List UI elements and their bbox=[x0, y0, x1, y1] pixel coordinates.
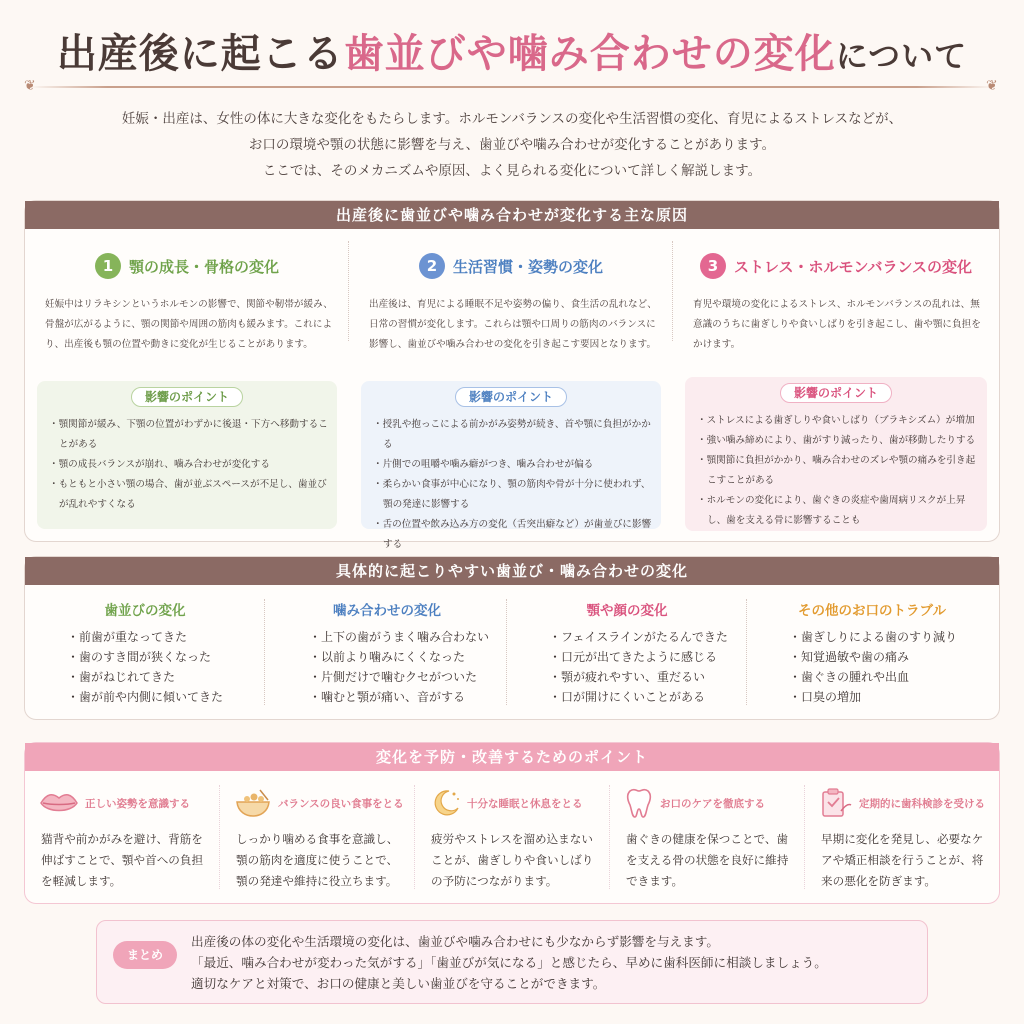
cause-description: 育児や環境の変化によるストレス、ホルモンバランスの乱れは、無意識のうちに歯ぎしりや食いしばりを引き起こし、歯や顎に負担をかけます。 bbox=[693, 299, 981, 350]
title-part-1: 出産後に起こる bbox=[56, 31, 344, 77]
tips-heading: 変化を予防・改善するためのポイント bbox=[25, 743, 999, 771]
cause-card-3 bbox=[673, 229, 999, 541]
change-column-teeth bbox=[25, 585, 265, 719]
change-item: ・ 口臭の増加 bbox=[789, 687, 997, 707]
change-column-jaw-face bbox=[507, 585, 747, 719]
tip-title: 正しい姿勢を意識する bbox=[85, 797, 190, 810]
tip-title: 十分な睡眠と休息をとる bbox=[467, 797, 583, 810]
meal-bowl-icon bbox=[234, 788, 272, 818]
tip-checkup bbox=[805, 771, 999, 903]
change-item: ・ 口が開けにくいことがある bbox=[549, 687, 747, 707]
title-divider bbox=[24, 78, 998, 94]
tip-text: 早期に変化を発見し、必要なケアや矯正相談を行うことが、将来の悪化を防ぎます。 bbox=[821, 832, 984, 888]
summary-box bbox=[96, 920, 928, 1004]
number-badge: 3 bbox=[700, 253, 726, 279]
summary-text bbox=[191, 931, 913, 994]
tip-diet bbox=[220, 771, 415, 903]
change-item: ・ 歯がねじれてきた bbox=[67, 667, 265, 687]
change-item: ・ 歯のすき間が狭くなった bbox=[67, 647, 265, 667]
tip-title: お口のケアを徹底する bbox=[660, 797, 765, 810]
tip-title: 定期的に歯科検診を受ける bbox=[859, 797, 985, 810]
impact-point: ・ ホルモンの変化により、歯ぐきの炎症や歯周病リスクが上昇し、歯を支える骨に影響することも bbox=[693, 491, 979, 531]
summary-line: 「最近、噛み合わせが変わった気がする」「歯並びが気になる」と感じたら、早めに歯科医師に相談しましょう。 bbox=[191, 955, 827, 970]
change-item: ・ 歯ぐきの腫れや出血 bbox=[789, 667, 997, 687]
change-item: ・ 顎が疲れやすい、重だるい bbox=[549, 667, 747, 687]
impact-point: ・ 顎関節に負担がかかり、噛み合わせのズレや顎の痛みを引き起こすことがある bbox=[693, 451, 979, 491]
intro-line: ここでは、そのメカニズムや原因、よく見られる変化について詳しく解説します。 bbox=[262, 163, 762, 179]
change-item: ・ 知覚過敏や歯の痛み bbox=[789, 647, 997, 667]
tip-text: しっかり噛める食事を意識し、顎の筋肉を適度に使うことで、顎の発達や維持に役立ちます。 bbox=[236, 832, 399, 888]
number-badge: 2 bbox=[419, 253, 445, 279]
tip-text: 疲労やストレスを溜め込まないことが、歯ぎしりや食いしばりの予防につながります。 bbox=[431, 832, 594, 888]
impact-point: ・ もともと小さい顎の場合、歯が並ぶスペースが不足し、歯並びが乱れやすくなる bbox=[45, 475, 329, 515]
title-part-2: 歯並びや噛み合わせの変化 bbox=[343, 31, 836, 77]
tip-text: 歯ぐきの健康を保つことで、歯を支える骨の状態を良好に維持できます。 bbox=[626, 832, 789, 888]
change-title: 歯並びの変化 bbox=[104, 603, 186, 619]
title-part-3: について bbox=[835, 37, 968, 75]
tip-text: 猫背や前かがみを避け、背筋を伸ばすことで、顎や首への負担を軽減します。 bbox=[41, 832, 204, 888]
causes-heading: 出産後に歯並びや噛み合わせが変化する主な原因 bbox=[25, 201, 999, 229]
intro-text bbox=[60, 106, 964, 184]
change-item: ・ 口元が出てきたように感じる bbox=[549, 647, 747, 667]
cause-description: 出産後は、育児による睡眠不足や姿勢の偏り、食生活の乱れなど、日常の習慣が変化します。これらは顎や口周りの筋肉のバランスに影響し、歯並びや噛み合わせの変化を引き起こす要因となります。 bbox=[369, 299, 657, 350]
change-item: ・ 上下の歯がうまく噛み合わない bbox=[309, 627, 507, 647]
change-title: 噛み合わせの変化 bbox=[333, 603, 441, 619]
summary-badge: まとめ bbox=[113, 941, 177, 969]
summary-line: 適切なケアと対策で、お口の健康と美しい歯並びを守ることができます。 bbox=[191, 976, 606, 991]
impact-points-box bbox=[361, 381, 661, 550]
tips-section bbox=[24, 742, 1000, 904]
cause-title bbox=[673, 251, 999, 281]
tooth-icon bbox=[624, 787, 654, 819]
tip-oral-care bbox=[610, 771, 805, 903]
changes-section bbox=[24, 556, 1000, 720]
impact-points-box bbox=[685, 377, 987, 531]
ornament-right-icon: ❦ bbox=[986, 78, 998, 94]
change-item: ・ 片側だけで噛むクセがついた bbox=[309, 667, 507, 687]
change-item: ・ 歯が前や内側に傾いてきた bbox=[67, 687, 265, 707]
impact-point: ・ 強い噛み締めにより、歯がすり減ったり、歯が移動したりする bbox=[693, 431, 979, 451]
change-title: その他のお口のトラブル bbox=[798, 603, 946, 619]
impact-point: ・ 顎の成長バランスが崩れ、噛み合わせが変化する bbox=[45, 455, 329, 475]
impact-label: 影響のポイント bbox=[131, 387, 243, 407]
change-item: ・ 以前より噛みにくくなった bbox=[309, 647, 507, 667]
cause-description: 妊娠中はリラキシンというホルモンの影響で、関節や靭帯が緩み、骨盤が広がるように、顎の関節や周囲の筋肉も緩みます。これにより、出産後も顎の位置や動きに変化が生じることがあります。 bbox=[45, 299, 333, 350]
cause-title-text: 顎の成長・骨格の変化 bbox=[128, 257, 279, 276]
cause-card-1 bbox=[25, 229, 349, 541]
cause-title bbox=[349, 251, 673, 281]
change-column-bite bbox=[267, 585, 507, 719]
impact-point: ・ 顎関節が緩み、下顎の位置がわずかに後退・下方へ移動することがある bbox=[45, 415, 329, 455]
ornament-left-icon: ❦ bbox=[24, 78, 36, 94]
change-item: ・ 前歯が重なってきた bbox=[67, 627, 265, 647]
number-badge: 1 bbox=[95, 253, 121, 279]
cause-card-2 bbox=[349, 229, 673, 550]
page-title bbox=[0, 28, 1024, 82]
impact-label: 影響のポイント bbox=[455, 387, 567, 407]
impact-point: ・ ストレスによる歯ぎしりや食いしばり（ブラキシズム）が増加 bbox=[693, 411, 979, 431]
change-column-other bbox=[747, 585, 997, 719]
tip-sleep bbox=[415, 771, 610, 903]
impact-point: ・ 柔らかい食事が中心になり、顎の筋肉や骨が十分に使われず、顎の発達に影響する bbox=[369, 475, 653, 515]
cause-title bbox=[25, 251, 349, 281]
tip-posture bbox=[25, 771, 220, 903]
impact-point: ・ 片側での咀嚼や噛み癖がつき、噛み合わせが偏る bbox=[369, 455, 653, 475]
impact-label: 影響のポイント bbox=[780, 383, 892, 403]
moon-icon bbox=[429, 788, 461, 818]
intro-line: 妊娠・出産は、女性の体に大きな変化をもたらします。ホルモンバランスの変化や生活習慣の変化、育児によるストレスなどが、 bbox=[121, 111, 903, 127]
change-item: ・ 噛むと顎が痛い、音がする bbox=[309, 687, 507, 707]
cause-title-text: ストレス・ホルモンバランスの変化 bbox=[733, 257, 973, 276]
impact-point: ・ 舌の位置や飲み込み方の変化（舌突出癖など）が歯並びに影響する bbox=[369, 515, 653, 555]
change-item: ・ 歯ぎしりによる歯のすり減り bbox=[789, 627, 997, 647]
causes-section bbox=[24, 200, 1000, 550]
cause-title-text: 生活習慣・姿勢の変化 bbox=[452, 257, 603, 276]
summary-line: 出産後の体の変化や生活環境の変化は、歯並びや噛み合わせにも少なからず影響を与えます。 bbox=[191, 934, 719, 949]
impact-points-box bbox=[37, 381, 337, 529]
clipboard-icon bbox=[819, 787, 853, 819]
change-title: 顎や顔の変化 bbox=[586, 603, 668, 619]
intro-line: お口の環境や顎の状態に影響を与え、歯並びや噛み合わせが変化することがあります。 bbox=[248, 137, 776, 153]
change-item: ・ フェイスラインがたるんできた bbox=[549, 627, 747, 647]
tip-title: バランスの良い食事をとる bbox=[278, 797, 404, 810]
lips-icon bbox=[39, 789, 79, 817]
impact-point: ・ 授乳や抱っこによる前かがみ姿勢が続き、首や顎に負担がかかる bbox=[369, 415, 653, 455]
changes-heading: 具体的に起こりやすい歯並び・噛み合わせの変化 bbox=[25, 557, 999, 585]
